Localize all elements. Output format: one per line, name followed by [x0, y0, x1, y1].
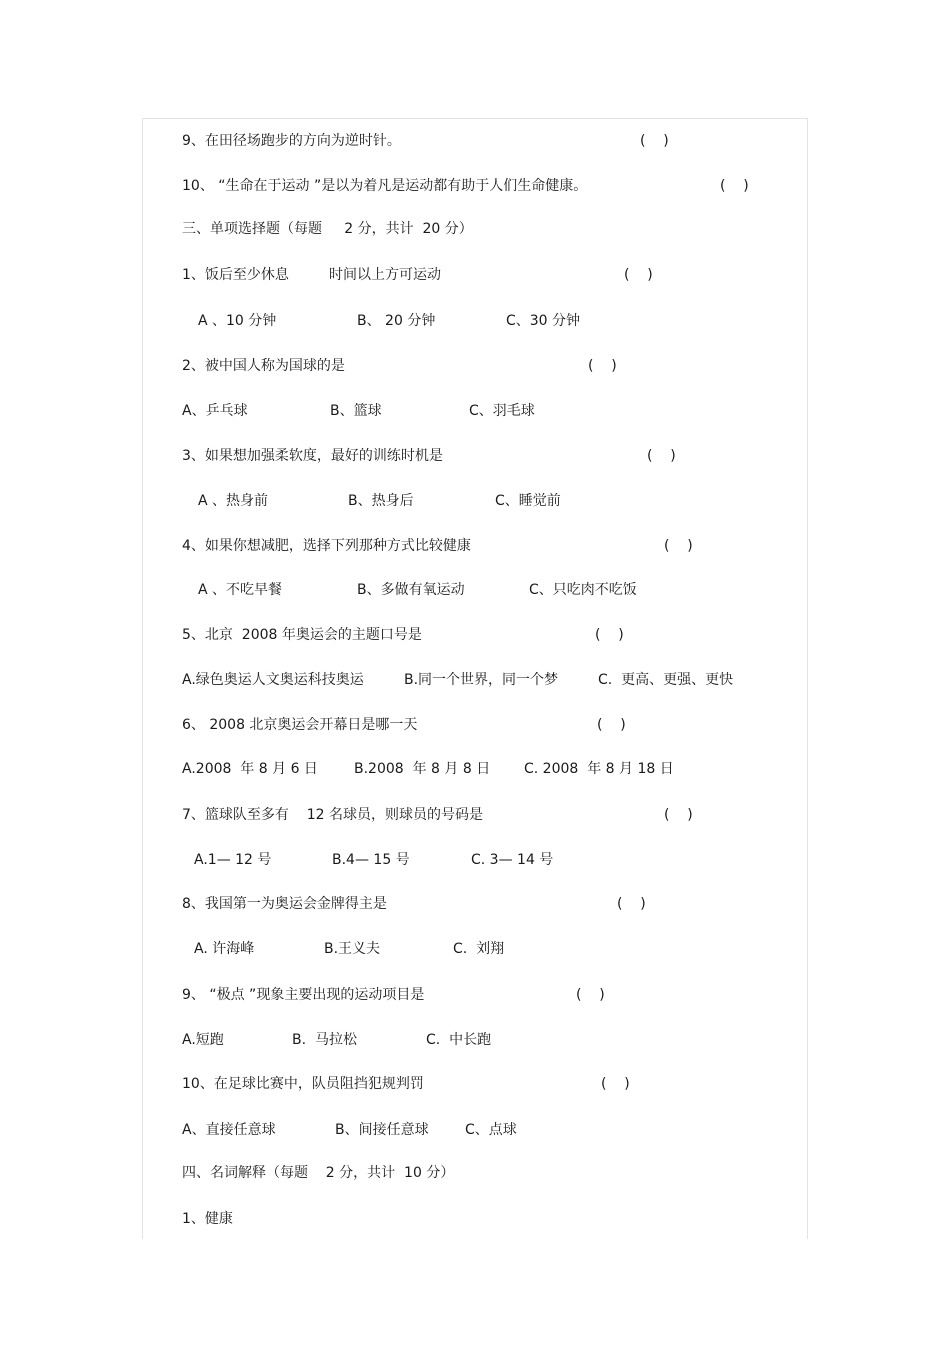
- option-a: A、乒乓球: [182, 403, 248, 419]
- choice-question-10: 10、在足球比赛中，队员阻挡犯规判罚: [182, 1076, 424, 1092]
- option-c: C、羽毛球: [469, 403, 535, 419]
- answer-paren: ( ): [640, 133, 669, 149]
- answer-paren: ( ): [576, 987, 605, 1003]
- answer-paren: ( ): [588, 358, 617, 374]
- option-b: B、篮球: [330, 403, 382, 419]
- answer-paren: ( ): [624, 267, 653, 283]
- option-b: B.4— 15 号: [332, 852, 410, 868]
- option-a: A 、不吃早餐: [198, 582, 283, 598]
- option-c: C、只吃肉不吃饭: [529, 582, 637, 598]
- option-b: B.2008 年 8 月 8 日: [354, 761, 491, 777]
- option-a: A 、10 分钟: [198, 313, 277, 329]
- option-b: B.王义夫: [324, 941, 381, 957]
- choice-question-5: 5、北京 2008 年奥运会的主题口号是: [182, 627, 422, 643]
- option-a: A 、热身前: [198, 493, 269, 509]
- answer-paren: ( ): [720, 178, 749, 194]
- option-a: A.1— 12 号: [194, 852, 272, 868]
- option-a: A.短跑: [182, 1032, 224, 1048]
- answer-paren: ( ): [601, 1076, 630, 1092]
- section-heading-choice: 三、单项选择题（每题 2 分，共计 20 分）: [182, 221, 473, 237]
- choice-question-4: 4、如果你想减肥，选择下列那种方式比较健康: [182, 538, 471, 554]
- option-b: B、多做有氧运动: [357, 582, 465, 598]
- option-c: C. 刘翔: [453, 941, 505, 957]
- term-item-1: 1、健康: [182, 1211, 233, 1227]
- answer-paren: ( ): [647, 448, 676, 464]
- section-heading-terms: 四、名词解释（每题 2 分，共计 10 分）: [182, 1165, 455, 1181]
- answer-paren: ( ): [617, 896, 646, 912]
- option-a: A.绿色奥运人文奥运科技奥运: [182, 672, 364, 688]
- choice-question-3: 3、如果想加强柔软度，最好的训练时机是: [182, 448, 443, 464]
- option-c: C、睡觉前: [495, 493, 561, 509]
- choice-question-6: 6、 2008 北京奥运会开幕日是哪一天: [182, 717, 418, 733]
- answer-paren: ( ): [597, 717, 626, 733]
- option-c: C. 3— 14 号: [471, 852, 554, 868]
- option-c: C. 更高、更强、更快: [598, 672, 734, 688]
- option-c: C、点球: [465, 1122, 517, 1138]
- judge-question-9: 9、在田径场跑步的方向为逆时针。: [182, 133, 401, 149]
- choice-question-8: 8、我国第一为奥运会金牌得主是: [182, 896, 387, 912]
- option-a: A. 许海峰: [194, 941, 255, 957]
- option-a: A、直接任意球: [182, 1122, 276, 1138]
- option-c: C、30 分钟: [506, 313, 581, 329]
- judge-question-10: 10、 “生命在于运动 ”是以为着凡是运动都有助于人们生命健康。: [182, 178, 588, 194]
- option-c: C. 中长跑: [426, 1032, 492, 1048]
- choice-question-2: 2、被中国人称为国球的是: [182, 358, 345, 374]
- option-b: B.同一个世界，同一个梦: [404, 672, 559, 688]
- choice-question-9: 9、 “极点 ”现象主要出现的运动项目是: [182, 987, 425, 1003]
- answer-paren: ( ): [595, 627, 624, 643]
- choice-question-1: 1、饭后至少休息 时间以上方可运动: [182, 267, 441, 283]
- option-b: B. 马拉松: [292, 1032, 357, 1048]
- answer-paren: ( ): [664, 807, 693, 823]
- choice-question-7: 7、篮球队至多有 12 名球员，则球员的号码是: [182, 807, 483, 823]
- option-b: B、间接任意球: [335, 1122, 429, 1138]
- option-b: B、 20 分钟: [357, 313, 436, 329]
- option-b: B、热身后: [348, 493, 414, 509]
- option-a: A.2008 年 8 月 6 日: [182, 761, 318, 777]
- option-c: C. 2008 年 8 月 18 日: [524, 761, 674, 777]
- answer-paren: ( ): [664, 538, 693, 554]
